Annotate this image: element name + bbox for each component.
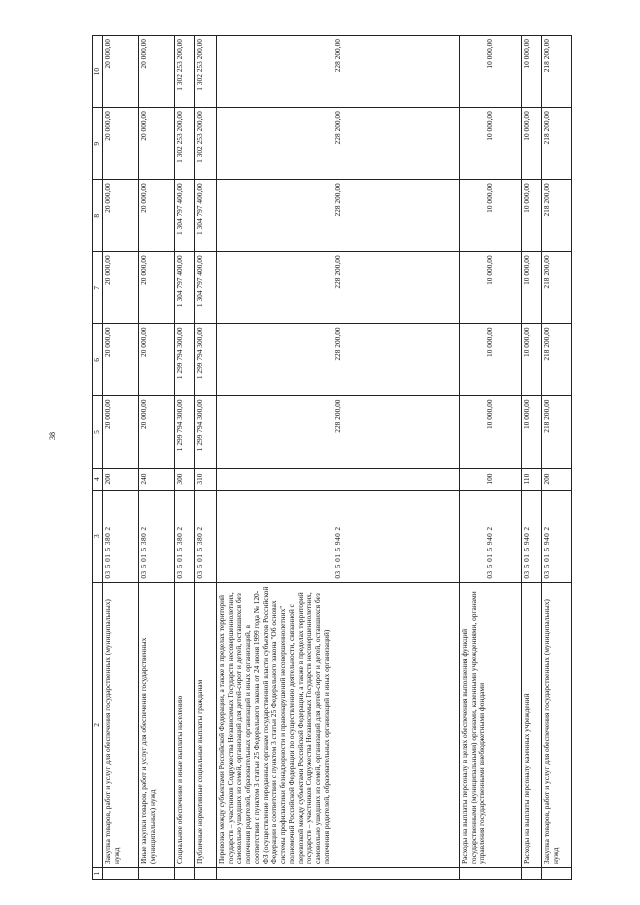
col-header-9: 9	[93, 108, 103, 180]
table-row	[460, 36, 522, 880]
row-value-6: 20 000,00	[103, 324, 139, 396]
row-name: Расходы на выплаты персоналу в целях обеспечения выполнения функций государственными (муниципальными) органами, казенными учреждениями, органами управления государственными внебюджетными фондами	[460, 582, 522, 867]
row-vr: 300	[175, 468, 195, 490]
table-row	[175, 36, 195, 880]
table-row	[103, 36, 139, 880]
row-value-8: 1 304 797 400,00	[195, 180, 217, 252]
row-value-5: 20 000,00	[103, 396, 139, 468]
row-value-9: 20 000,00	[103, 108, 139, 180]
table-row	[217, 36, 460, 880]
row-value-5: 218 200,00	[542, 396, 572, 468]
row-value-10: 1 302 253 200,00	[195, 36, 217, 108]
row-name: Социальное обеспечение и иные выплаты населению	[175, 582, 195, 867]
row-code: 03 5 01 5 940 2	[522, 490, 542, 582]
row-value-5: 10 000,00	[460, 396, 522, 468]
row-name: Закупка товаров, работ и услуг для обеспечения государственных (муниципальных) нужд	[103, 582, 139, 867]
col-header-2: 2	[93, 582, 103, 867]
row-value-7: 10 000,00	[460, 252, 522, 324]
row-value-5: 10 000,00	[522, 396, 542, 468]
row-value-9: 10 000,00	[460, 108, 522, 180]
row-value-9: 228 200,00	[217, 108, 460, 180]
row-value-8: 20 000,00	[139, 180, 175, 252]
row-code: 03 5 01 5 380 2	[139, 490, 175, 582]
row-value-7: 1 304 797 400,00	[195, 252, 217, 324]
col-header-6: 6	[93, 324, 103, 396]
table-row	[542, 36, 572, 880]
row-value-10: 10 000,00	[522, 36, 542, 108]
row-vr	[217, 468, 460, 490]
row-value-6: 10 000,00	[460, 324, 522, 396]
row-vr: 310	[195, 468, 217, 490]
row-name: Иные закупки товаров, работ и услуг для обеспечения государственных (муниципальных) нужд	[139, 582, 175, 867]
col-header-5: 5	[93, 396, 103, 468]
row-index-cell	[542, 868, 572, 880]
row-value-8: 10 000,00	[460, 180, 522, 252]
row-code: 03 5 01 5 940 2	[217, 490, 460, 582]
row-value-8: 10 000,00	[522, 180, 542, 252]
row-value-7: 20 000,00	[139, 252, 175, 324]
row-index-cell	[175, 868, 195, 880]
row-value-8: 1 304 797 400,00	[175, 180, 195, 252]
row-value-8: 228 200,00	[217, 180, 460, 252]
table-row	[195, 36, 217, 880]
row-index-cell	[460, 868, 522, 880]
row-value-5: 228 200,00	[217, 396, 460, 468]
row-value-5: 20 000,00	[139, 396, 175, 468]
row-vr: 100	[460, 468, 522, 490]
row-vr: 240	[139, 468, 175, 490]
row-vr: 110	[522, 468, 542, 490]
row-value-7: 1 304 797 400,00	[175, 252, 195, 324]
row-name: Расходы на выплаты персоналу казенных учреждений	[522, 582, 542, 867]
col-header-3: 3	[93, 490, 103, 582]
row-name: Публичные нормативные социальные выплаты гражданам	[195, 582, 217, 867]
row-value-9: 10 000,00	[522, 108, 542, 180]
row-index-cell	[195, 868, 217, 880]
row-value-6: 10 000,00	[522, 324, 542, 396]
row-value-8: 20 000,00	[103, 180, 139, 252]
row-value-6: 20 000,00	[139, 324, 175, 396]
row-index-cell	[139, 868, 175, 880]
row-name: Закупка товаров, работ и услуг для обеспечения государственных (муниципальных) нужд	[542, 582, 572, 867]
row-value-5: 1 299 794 300,00	[195, 396, 217, 468]
row-index-cell	[217, 868, 460, 880]
col-header-4: 4	[93, 468, 103, 490]
table-row	[139, 36, 175, 880]
row-value-10: 1 302 253 200,00	[175, 36, 195, 108]
col-header-10: 10	[93, 36, 103, 108]
row-value-7: 20 000,00	[103, 252, 139, 324]
row-value-10: 20 000,00	[103, 36, 139, 108]
page-number: 38	[48, 432, 57, 440]
row-value-6: 228 200,00	[217, 324, 460, 396]
row-value-9: 20 000,00	[139, 108, 175, 180]
row-value-9: 1 302 253 200,00	[195, 108, 217, 180]
row-vr: 200	[542, 468, 572, 490]
table-row	[522, 36, 542, 880]
row-value-7: 218 200,00	[542, 252, 572, 324]
row-code: 03 5 01 5 940 2	[460, 490, 522, 582]
row-code: 03 5 01 5 380 2	[175, 490, 195, 582]
budget-table	[92, 35, 572, 880]
row-value-10: 218 200,00	[542, 36, 572, 108]
row-index-cell	[103, 868, 139, 880]
row-code: 03 5 01 5 380 2	[103, 490, 139, 582]
row-value-7: 10 000,00	[522, 252, 542, 324]
row-value-9: 218 200,00	[542, 108, 572, 180]
row-value-10: 228 200,00	[217, 36, 460, 108]
row-index-cell	[522, 868, 542, 880]
row-value-5: 1 299 794 300,00	[175, 396, 195, 468]
row-value-6: 218 200,00	[542, 324, 572, 396]
row-code: 03 5 01 5 380 2	[195, 490, 217, 582]
row-value-10: 20 000,00	[139, 36, 175, 108]
row-value-6: 1 299 794 300,00	[195, 324, 217, 396]
header-row	[93, 36, 103, 880]
row-code: 03 5 01 5 940 2	[542, 490, 572, 582]
col-header-8: 8	[93, 180, 103, 252]
rotated-table-container	[92, 35, 572, 880]
row-value-9: 1 302 253 200,00	[175, 108, 195, 180]
col-header-7: 7	[93, 252, 103, 324]
row-value-10: 10 000,00	[460, 36, 522, 108]
row-name: Перевозка между субъектами Российской Федерации, а также в пределах территорий государств – участников Содружества Независимых Государств несовершеннолетних, самовольно ушедших из семей, организаций для детей-сирот и детей, оставшихся без попечения родителей, образовательных организаций и иных организаций, в соответствии с пунктом 3 статьи 25 Федерального закона от 24 июня 1999 года № 120-ФЗ (осуществление переданных органам государственной власти субъектов Российской Федерации в соответствии с пунктом 3 статьи 25 Федерального закона "Об основах системы профилактики безнадзорности и правонарушений несовершеннолетних" полномочий Российской Федерации по осуществлению деятельности, связанной с перевозкой между субъектами Российской Федерации, а также в пределах территорий государств – участников Содружества Независимых Государств несовершеннолетних, самовольно ушедших из семей, организаций для детей-сирот и детей, оставшихся без попечения родителей, образовательных организаций и иных организаций)	[217, 582, 460, 867]
row-value-6: 1 299 794 300,00	[175, 324, 195, 396]
row-vr: 200	[103, 468, 139, 490]
row-value-8: 218 200,00	[542, 180, 572, 252]
row-value-7: 228 200,00	[217, 252, 460, 324]
col-header-1: 1	[93, 868, 103, 880]
